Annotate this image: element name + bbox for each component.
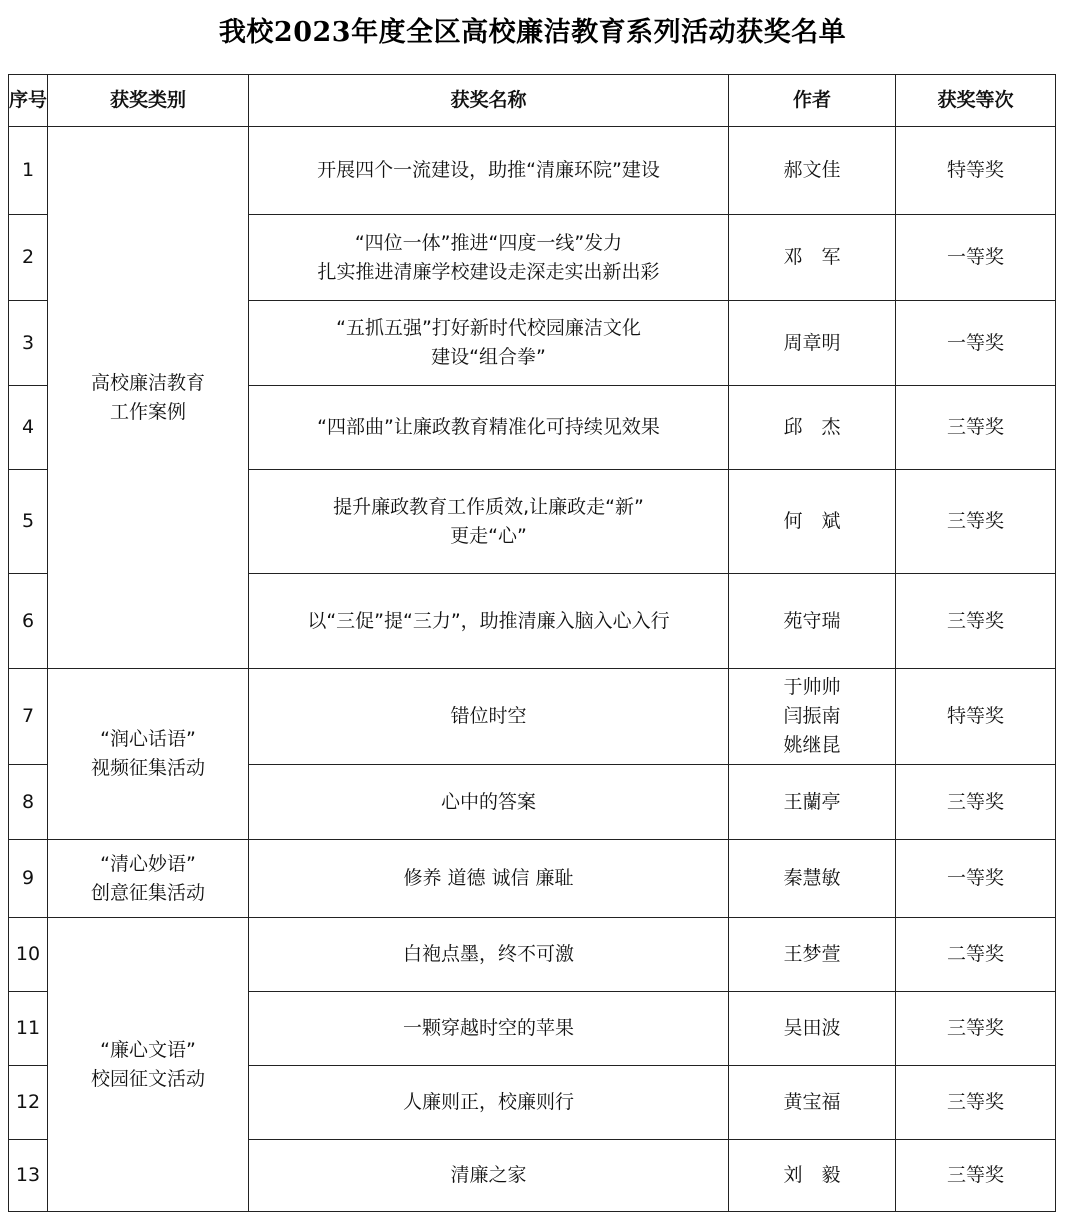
table-row	[9, 127, 1056, 215]
author-cell	[729, 215, 896, 301]
author-name: 秦慧敏	[783, 867, 841, 889]
header-award-title: 获奖名称	[249, 75, 729, 127]
award-category-line: “润心话语”	[100, 728, 196, 750]
author-cell	[729, 765, 896, 840]
table-row	[9, 669, 1056, 765]
author-name: 郝文佳	[783, 159, 841, 181]
award-category-line: 工作案例	[109, 400, 186, 423]
award-category-line: 创意征集活动	[90, 881, 205, 904]
award-rank-cell: 特等奖	[896, 669, 1056, 765]
award-rank-cell: 特等奖	[896, 127, 1056, 215]
author-name: 周章明	[783, 331, 841, 354]
award-title-cell	[249, 765, 729, 840]
award-title-line: 错位时空	[450, 705, 527, 727]
author-cell	[729, 1066, 896, 1140]
award-title-cell	[249, 669, 729, 765]
award-category-line: “清心妙语”	[100, 852, 196, 875]
award-table	[8, 74, 1056, 1212]
award-rank-cell: 一等奖	[896, 301, 1056, 386]
award-title-line: 清廉之家	[450, 1164, 527, 1186]
row-number: 5	[9, 470, 48, 574]
row-number: 9	[9, 840, 48, 918]
author-cell	[729, 127, 896, 215]
award-title-cell	[249, 127, 729, 215]
award-title-line: 心中的答案	[440, 790, 536, 813]
author-cell	[729, 386, 896, 470]
row-number: 8	[9, 765, 48, 840]
author-name: 王蘭亭	[783, 790, 841, 813]
award-title-line: 提升廉政教育工作质效,让廉政走“新”	[333, 495, 644, 518]
award-title-cell	[249, 1140, 729, 1212]
author-name: 吴田波	[783, 1017, 841, 1039]
award-title-cell	[249, 301, 729, 386]
author-name: 于帅帅	[783, 676, 841, 698]
table-row	[9, 918, 1056, 992]
award-title-cell	[249, 574, 729, 669]
award-title-line: 白袍点墨，终不可激	[402, 943, 574, 965]
author-name: 邓 军	[783, 246, 841, 268]
author-name: 刘 毅	[783, 1164, 841, 1186]
award-title-line: “四部曲”让廉政教育精准化可持续见效果	[317, 416, 660, 438]
award-rank-cell: 三等奖	[896, 470, 1056, 574]
award-title-cell	[249, 386, 729, 470]
award-category-line: 高校廉洁教育	[90, 371, 205, 394]
award-title-line: 以“三促”提“三力”，助推清廉入脑入心入行	[307, 609, 670, 632]
author-cell	[729, 574, 896, 669]
row-number: 12	[9, 1066, 48, 1140]
award-title-line: 人廉则正，校廉则行	[402, 1091, 574, 1113]
author-name: 闫振南	[783, 705, 841, 727]
award-rank-cell: 三等奖	[896, 1066, 1056, 1140]
award-title-line: “五抓五强”打好新时代校园廉洁文化	[336, 317, 641, 339]
author-name: 苑守瑞	[783, 609, 841, 632]
page-title: 我校2023年度全区高校廉洁教育系列活动获奖名单	[218, 17, 847, 48]
header-award-rank: 获奖等次	[896, 75, 1056, 127]
award-title-cell	[249, 992, 729, 1066]
award-category-cell	[48, 918, 249, 1212]
header-award-category: 获奖类别	[48, 75, 249, 127]
award-rank-cell: 三等奖	[896, 765, 1056, 840]
award-title-cell	[249, 470, 729, 574]
award-title-line: 更走“心”	[450, 524, 527, 547]
row-number: 6	[9, 574, 48, 669]
header-serial-no: 序号	[9, 75, 48, 127]
award-rank-cell: 三等奖	[896, 386, 1056, 470]
award-rank-cell: 三等奖	[896, 1140, 1056, 1212]
row-number: 3	[9, 301, 48, 386]
author-cell	[729, 992, 896, 1066]
award-category-line: 校园征文活动	[90, 1067, 205, 1090]
award-title-line: 建设“组合拳”	[431, 346, 546, 368]
award-category-line: “廉心文语”	[100, 1038, 196, 1061]
award-rank-cell: 一等奖	[896, 215, 1056, 301]
author-name: 姚继昆	[783, 734, 841, 756]
author-cell	[729, 669, 896, 765]
award-title-cell	[249, 1066, 729, 1140]
award-rank-cell: 一等奖	[896, 840, 1056, 918]
award-title-line: “四位一体”推进“四度一线”发力	[354, 231, 623, 254]
award-title-line: 修养 道德 诚信 廉耻	[403, 867, 574, 889]
award-rank-cell: 三等奖	[896, 574, 1056, 669]
award-rank-cell: 二等奖	[896, 918, 1056, 992]
row-number: 7	[9, 669, 48, 765]
row-number: 1	[9, 127, 48, 215]
author-name: 黄宝福	[783, 1091, 841, 1113]
author-name: 王梦萱	[783, 943, 841, 965]
table-row	[9, 840, 1056, 918]
award-category-line: 视频征集活动	[90, 757, 205, 779]
row-number: 13	[9, 1140, 48, 1212]
award-title-line: 开展四个一流建设，助推“清廉环院”建设	[317, 159, 660, 181]
table-header-row	[9, 75, 1056, 127]
header-author: 作者	[729, 75, 896, 127]
row-number: 11	[9, 992, 48, 1066]
award-category-cell	[48, 669, 249, 840]
author-cell	[729, 301, 896, 386]
award-title-line: 扎实推进清廉学校建设走深走实出新出彩	[317, 260, 660, 283]
row-number: 4	[9, 386, 48, 470]
row-number: 10	[9, 918, 48, 992]
author-cell	[729, 470, 896, 574]
award-rank-cell: 三等奖	[896, 992, 1056, 1066]
award-title-cell	[249, 840, 729, 918]
author-name: 何 斌	[783, 510, 841, 532]
author-cell	[729, 918, 896, 992]
author-cell	[729, 840, 896, 918]
award-title-cell	[249, 215, 729, 301]
row-number: 2	[9, 215, 48, 301]
award-title-line: 一颗穿越时空的苹果	[402, 1017, 574, 1039]
award-category-cell	[48, 127, 249, 669]
author-cell	[729, 1140, 896, 1212]
author-name: 邱 杰	[783, 416, 841, 438]
award-title-cell	[249, 918, 729, 992]
award-category-cell	[48, 840, 249, 918]
